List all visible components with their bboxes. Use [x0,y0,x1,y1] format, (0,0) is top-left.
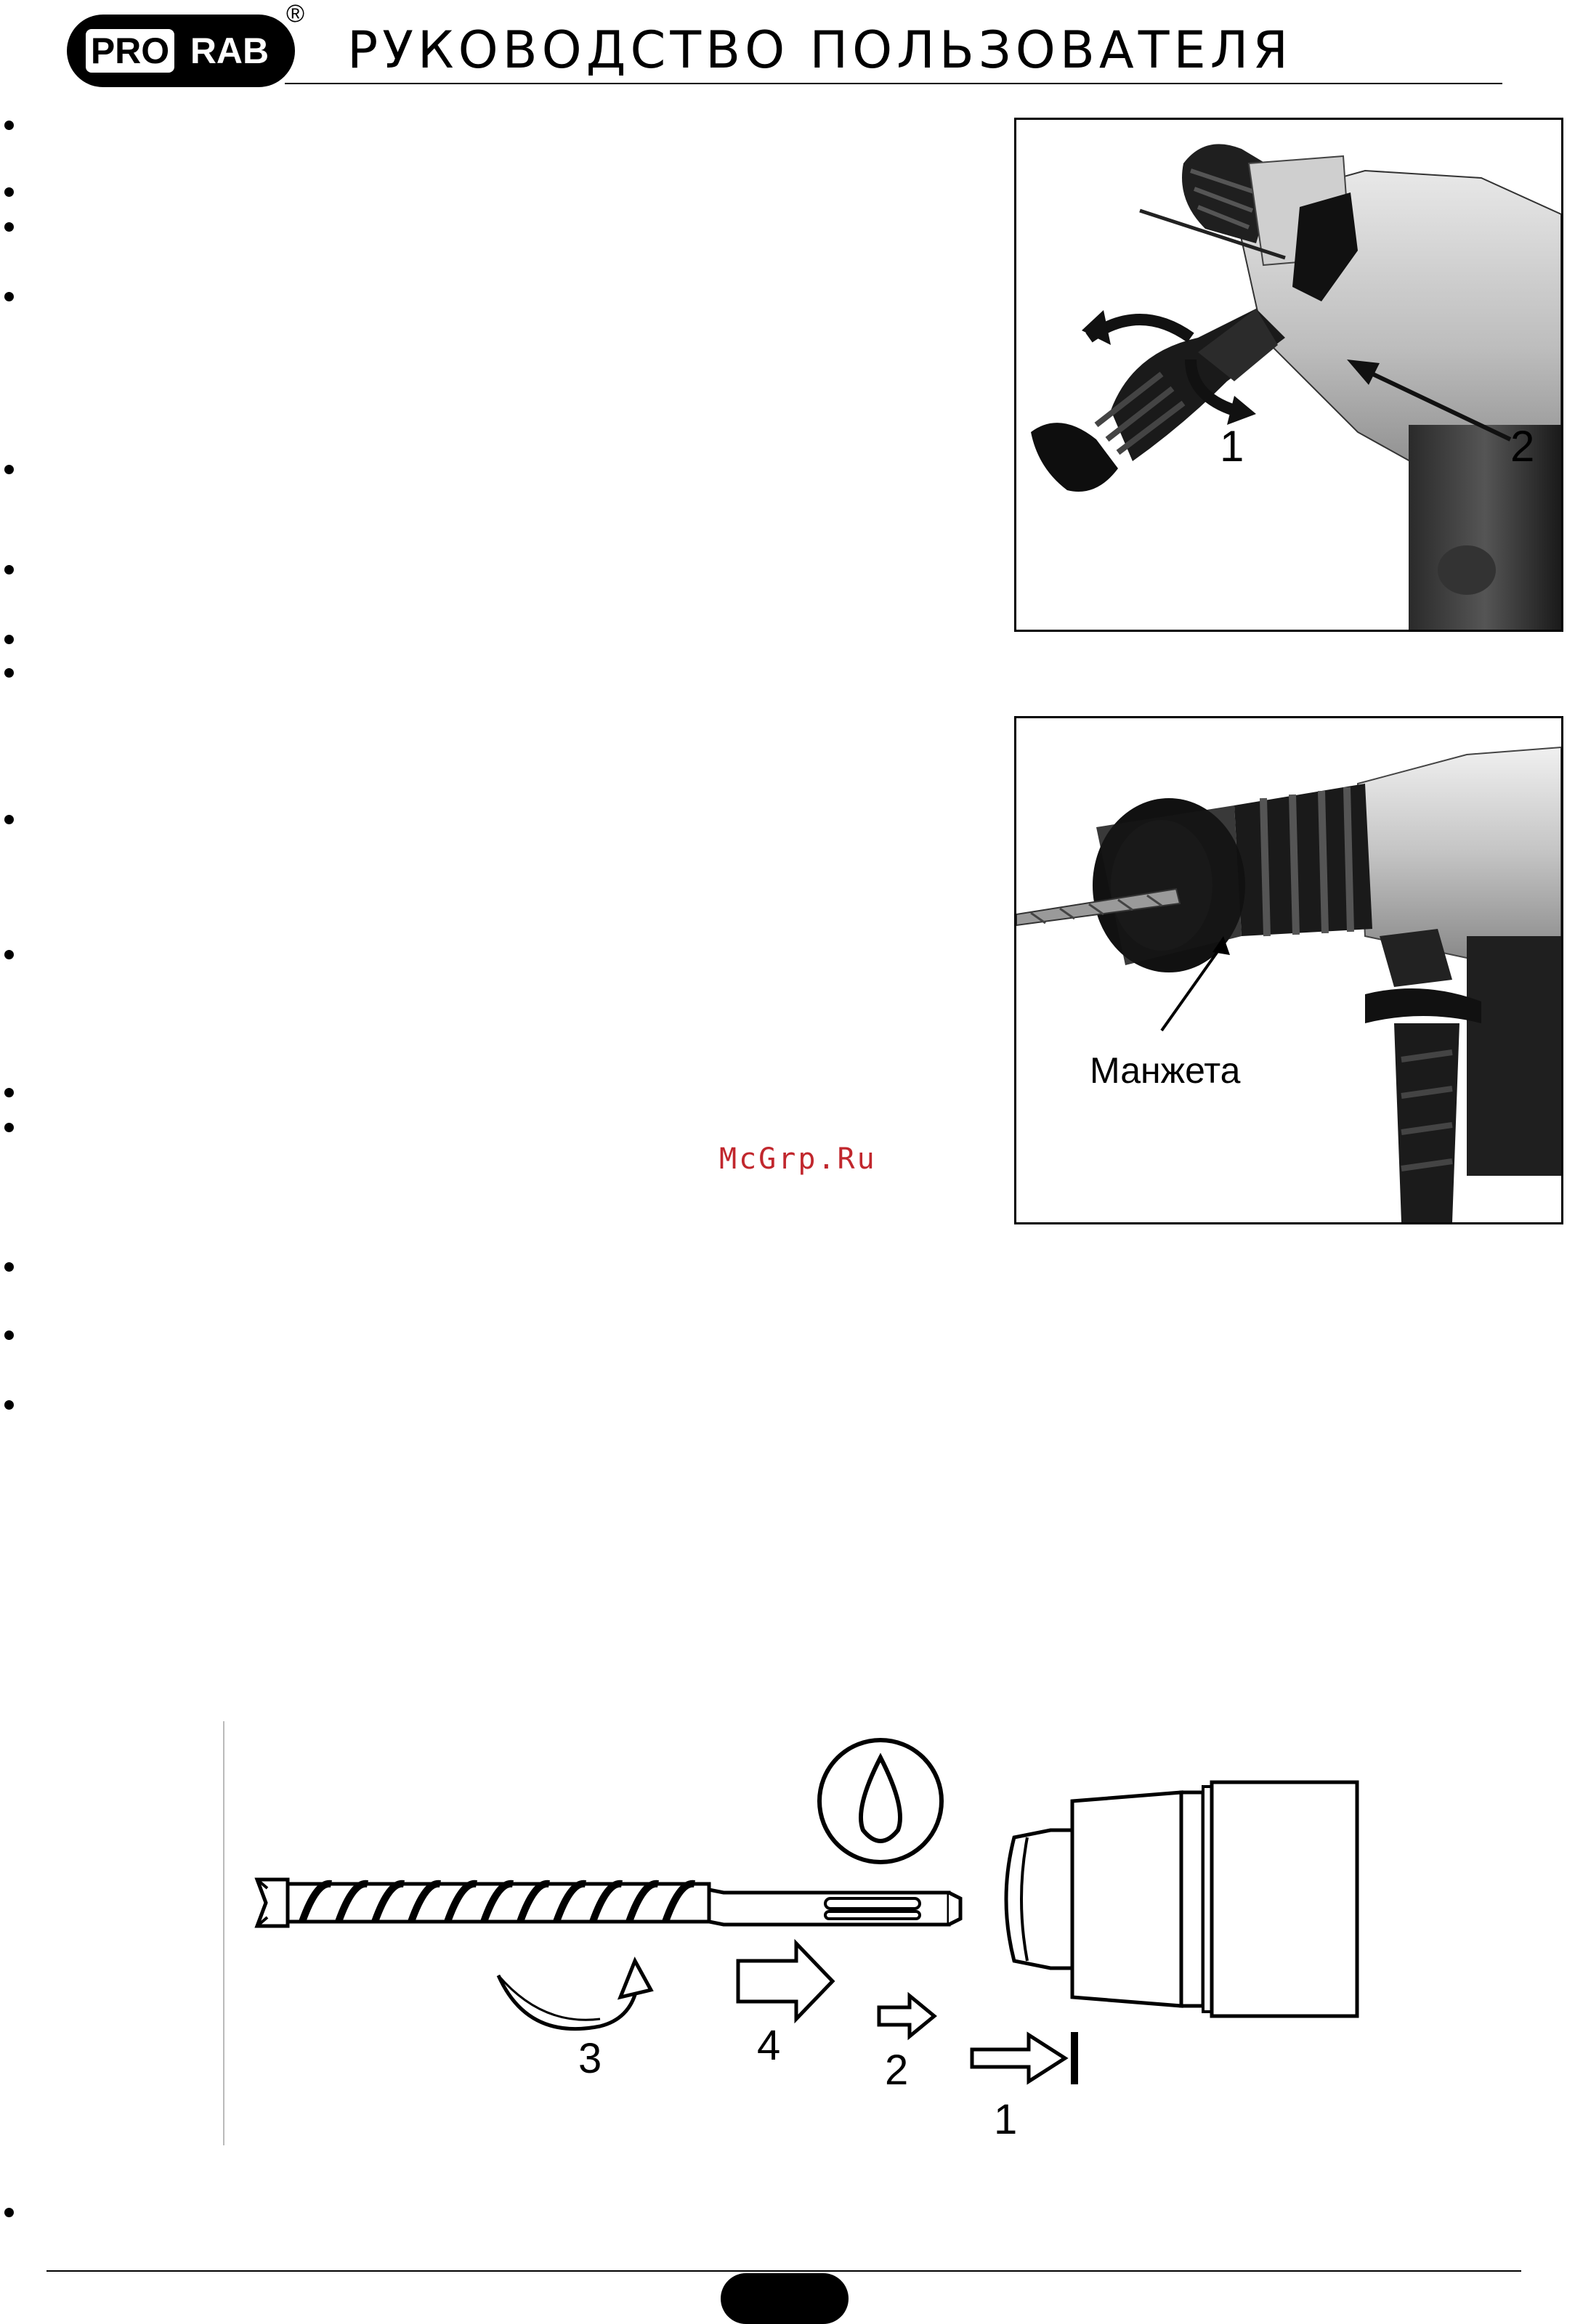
figure-label-one: 1 [1220,422,1244,471]
page-title: РУКОВОДСТВО ПОЛЬЗОВАТЕЛЯ [347,20,1293,80]
bullet [4,1088,14,1097]
bullet [4,565,14,574]
bullet [4,187,14,197]
step-label-1: 1 [994,2096,1018,2143]
step-label-3: 3 [578,2035,602,2082]
header-rule [285,83,1502,84]
bullet [4,815,14,824]
page-number-badge [721,2273,849,2324]
bullet [4,465,14,474]
cuff-label: Манжета [1090,1050,1241,1091]
bullet [4,1400,14,1410]
bullet [4,1262,14,1272]
step-label-4: 4 [757,2022,781,2069]
footer-rule [46,2270,1521,2272]
bullet [4,222,14,232]
figure-label-two: 2 [1510,422,1535,471]
bullet [4,121,14,130]
bit-insertion-diagram [222,1721,1373,2145]
bullet [4,2208,14,2217]
registered-mark: ® [286,0,305,28]
handle-mounting-illustration [1016,120,1561,630]
logo-right-text: RAB [190,31,270,71]
watermark: McGrp.Ru [719,1142,877,1176]
bullet [4,668,14,678]
handle-mounting-figure [1014,118,1563,632]
bullet [4,950,14,959]
bullet [4,292,14,301]
dust-cuff-illustration [1016,718,1561,1222]
bullet [4,1330,14,1340]
prorab-logo [64,12,298,90]
logo-left-text: PRO [90,31,170,71]
bullet [4,635,14,644]
step-label-2: 2 [885,2047,909,2094]
dust-cuff-figure [1014,716,1563,1224]
bullet [4,1123,14,1132]
